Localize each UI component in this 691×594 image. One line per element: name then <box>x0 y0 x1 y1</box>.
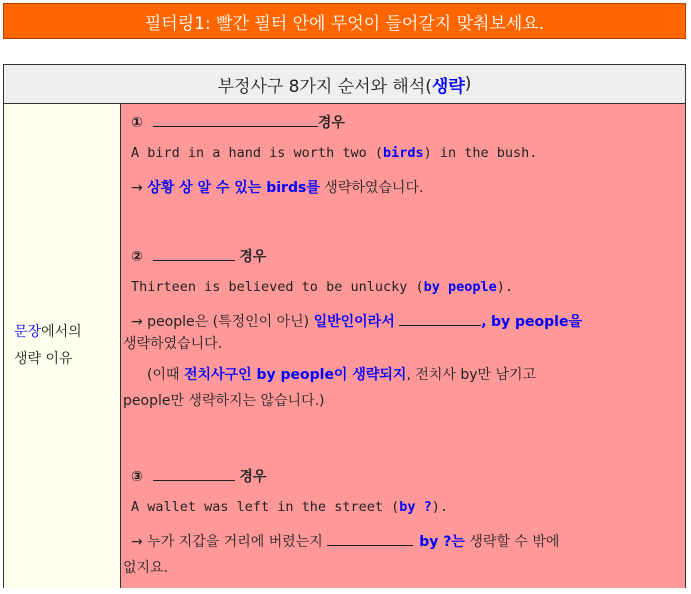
header-blue-word: 생략 <box>431 76 465 97</box>
case3-example-a: A wallet was left in the street ( <box>131 499 400 515</box>
table-body-row <box>4 104 685 588</box>
case1-example <box>131 145 537 161</box>
case3-heading <box>131 466 266 486</box>
header-prefix: 부정사구 8가지 순서와 해석( <box>217 76 432 97</box>
case1-expl-blue: 상황 상 알 수 있는 birds를 <box>147 180 320 196</box>
row-label-line2: 생략 이유 <box>14 351 73 367</box>
case2-expl-a: → people은 (특정인이 아닌) <box>131 314 314 330</box>
case2-suffix: 경우 <box>239 249 267 265</box>
case1-blank <box>153 112 318 127</box>
case1-marker: ① <box>131 115 143 131</box>
case3-blank <box>153 466 235 481</box>
case2-marker: ② <box>131 249 143 265</box>
case3-expl-blank <box>327 531 413 546</box>
case2-expl-blank <box>399 311 481 326</box>
case3-expl-rest: 생략할 수 밖에 <box>464 534 560 550</box>
row-label-blue: 문장 <box>14 324 42 340</box>
case3-expl-a: → 누가 지갑을 거리에 버렸는지 <box>131 534 328 550</box>
case2-example-b: ). <box>496 279 514 295</box>
case3-expl-blue: by ?는 <box>419 534 465 550</box>
case2-example-blue: by people <box>423 279 497 295</box>
case1-expl-rest: 생략하였습니다. <box>319 180 424 196</box>
case3-example-blue: by ? <box>399 499 432 515</box>
case2-expl-line2: 생략하였습니다. <box>123 336 223 352</box>
case2-note-line2: people만 생략하지는 않습니다.) <box>123 393 325 409</box>
table-header <box>4 65 685 104</box>
case2-note-blue: 전치사구인 by people이 생략되지 <box>183 367 407 383</box>
case2-expl-blue1: 일반인이라서 <box>313 314 395 330</box>
case3-explanation <box>131 531 559 551</box>
case1-suffix: 경우 <box>317 115 345 131</box>
case3-example-b: ). <box>431 499 448 515</box>
case1-example-a: A bird in a hand is worth two ( <box>131 145 383 161</box>
case3-suffix: 경우 <box>239 469 267 485</box>
banner-text: 필터링1: 빨간 필터 안에 무엇이 들어갈지 맞춰보세요. <box>144 13 545 34</box>
case1-explanation <box>131 177 423 197</box>
case1-example-b: ) in the bush. <box>423 145 538 161</box>
case2-explanation <box>131 311 582 331</box>
row-label-rest: 에서의 <box>41 324 82 340</box>
case2-expl-blue2: by people을 <box>490 314 582 330</box>
case1-heading <box>131 112 345 132</box>
case3-example <box>131 499 448 515</box>
case2-example-a: Thirteen is believed to be unlucky ( <box>131 279 424 295</box>
case2-example <box>131 279 513 295</box>
case1-example-blue: birds <box>382 145 424 161</box>
case2-note-b: , 전치사 by만 남기고 <box>406 367 537 383</box>
case2-heading <box>131 246 266 266</box>
case1-arrow: → <box>131 180 143 196</box>
header-suffix: ) <box>464 74 472 94</box>
filter-content-cell <box>121 104 685 588</box>
case2-note <box>147 364 536 384</box>
case2-blank <box>153 246 235 261</box>
case3-expl-line2: 없지요. <box>123 560 169 576</box>
case2-expl-comma: , <box>481 314 487 330</box>
content-table <box>3 64 686 588</box>
case2-note-a: (이때 <box>147 367 184 383</box>
title-banner <box>3 3 686 39</box>
case3-marker: ③ <box>131 469 143 485</box>
row-label-cell <box>4 104 121 588</box>
